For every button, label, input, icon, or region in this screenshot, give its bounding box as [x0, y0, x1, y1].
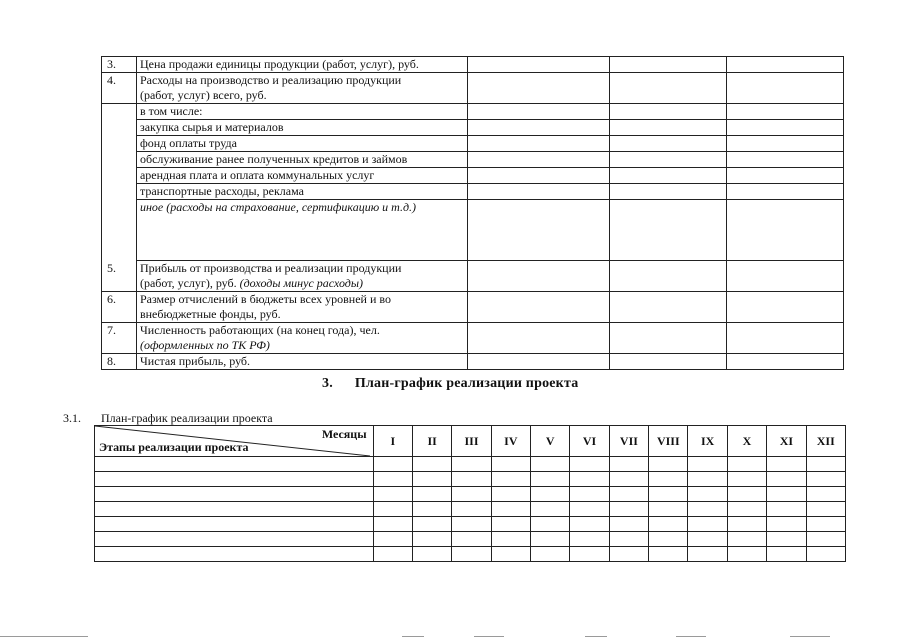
month-cell[interactable] [806, 502, 845, 517]
month-cell[interactable] [373, 472, 412, 487]
table-row [102, 73, 844, 104]
month-cell[interactable] [570, 517, 609, 532]
month-header: XII [806, 426, 845, 457]
row-label-line: Расходы на производство и реализацию продукции [139, 73, 402, 87]
value-cell[interactable] [727, 323, 844, 354]
month-cell[interactable] [531, 532, 570, 547]
value-cell[interactable] [467, 73, 610, 104]
schedule-row [95, 547, 846, 562]
scan-artifact-line [0, 636, 88, 637]
month-cell[interactable] [491, 502, 530, 517]
row-label-line: транспортные расходы, реклама [139, 184, 304, 198]
row-number: 4. [102, 73, 137, 104]
month-cell[interactable] [491, 547, 530, 562]
month-header: X [727, 426, 766, 457]
value-cell[interactable] [467, 168, 610, 184]
value-cell[interactable] [610, 184, 727, 200]
table-row [102, 184, 844, 200]
section-title: План-график реализации проекта [354, 376, 579, 391]
month-cell[interactable] [649, 532, 688, 547]
month-header: II [412, 426, 451, 457]
row-label [136, 168, 467, 184]
value-cell[interactable] [727, 354, 844, 370]
month-cell[interactable] [452, 487, 491, 502]
section-heading [322, 376, 578, 392]
value-cell[interactable] [467, 57, 610, 73]
month-cell[interactable] [373, 457, 412, 472]
month-cell[interactable] [688, 517, 727, 532]
row-label-line: Цена продажи единицы продукции (работ, услуг), руб. [139, 57, 419, 71]
month-cell[interactable] [767, 472, 806, 487]
month-cell[interactable] [609, 547, 648, 562]
month-cell[interactable] [609, 487, 648, 502]
row-number [102, 200, 137, 261]
value-cell[interactable] [727, 292, 844, 323]
scan-artifact-line [402, 636, 424, 637]
month-cell[interactable] [609, 517, 648, 532]
table-row [102, 120, 844, 136]
row-label [136, 104, 467, 120]
row-label-note: (доходы минус расходы) [239, 276, 363, 290]
month-cell[interactable] [688, 502, 727, 517]
month-cell[interactable] [649, 517, 688, 532]
month-cell[interactable] [373, 547, 412, 562]
row-label [136, 152, 467, 168]
row-label-line: обслуживание ранее полученных кредитов и займов [139, 152, 408, 166]
row-number [102, 120, 137, 136]
row-number [102, 136, 137, 152]
month-header: VIII [649, 426, 688, 457]
row-label-line: Прибыль от производства и реализации продукции [139, 261, 402, 275]
month-cell[interactable] [531, 502, 570, 517]
value-cell[interactable] [727, 200, 844, 261]
value-cell[interactable] [610, 354, 727, 370]
month-cell[interactable] [767, 487, 806, 502]
value-cell[interactable] [610, 73, 727, 104]
month-cell[interactable] [570, 502, 609, 517]
month-cell[interactable] [373, 532, 412, 547]
table-row [102, 104, 844, 120]
month-header: III [452, 426, 491, 457]
value-cell[interactable] [467, 184, 610, 200]
month-cell[interactable] [373, 502, 412, 517]
month-cell[interactable] [806, 457, 845, 472]
value-cell[interactable] [467, 200, 610, 261]
value-cell[interactable] [467, 292, 610, 323]
month-cell[interactable] [727, 547, 766, 562]
month-cell[interactable] [412, 517, 451, 532]
months-header-label: Месяцы [321, 427, 367, 441]
stages-header-label: Этапы реализации проекта [99, 440, 249, 454]
row-label [136, 323, 467, 354]
month-cell[interactable] [806, 517, 845, 532]
value-cell[interactable] [610, 292, 727, 323]
month-cell[interactable] [412, 487, 451, 502]
row-label [136, 184, 467, 200]
row-label-line: арендная плата и оплата коммунальных услуг [139, 168, 375, 182]
month-cell[interactable] [491, 457, 530, 472]
month-header: XI [767, 426, 806, 457]
row-label-line: закупка сырья и материалов [139, 120, 284, 134]
month-cell[interactable] [727, 517, 766, 532]
row-number: 3. [102, 57, 137, 73]
month-cell[interactable] [412, 502, 451, 517]
month-cell[interactable] [806, 487, 845, 502]
month-cell[interactable] [452, 502, 491, 517]
row-number [102, 184, 137, 200]
month-cell[interactable] [452, 457, 491, 472]
stage-cell[interactable] [95, 517, 374, 532]
value-cell[interactable] [610, 57, 727, 73]
value-cell[interactable] [727, 104, 844, 120]
value-cell[interactable] [727, 152, 844, 168]
row-number: 6. [102, 292, 137, 323]
scan-artifact-line [790, 636, 830, 637]
month-cell[interactable] [767, 532, 806, 547]
row-number [102, 104, 137, 120]
row-label-line: Размер отчислений в бюджеты всех уровней и во [139, 292, 391, 306]
month-cell[interactable] [570, 487, 609, 502]
month-cell[interactable] [373, 487, 412, 502]
month-cell[interactable] [688, 457, 727, 472]
value-cell[interactable] [610, 104, 727, 120]
value-cell[interactable] [467, 152, 610, 168]
month-cell[interactable] [531, 517, 570, 532]
month-cell[interactable] [649, 487, 688, 502]
month-cell[interactable] [688, 547, 727, 562]
month-cell[interactable] [491, 517, 530, 532]
row-label-line: иное (расходы на страхование, сертификацию и т.д.) [139, 200, 417, 214]
row-label [136, 292, 467, 323]
schedule-row [95, 487, 846, 502]
value-cell[interactable] [467, 354, 610, 370]
row-label-line: Численность работающих (на конец года), чел. [139, 323, 380, 337]
month-cell[interactable] [727, 532, 766, 547]
value-cell[interactable] [610, 136, 727, 152]
row-label-line: (работ, услуг) всего, руб. [139, 88, 267, 102]
schedule-row [95, 532, 846, 547]
month-header: I [373, 426, 412, 457]
value-cell[interactable] [610, 152, 727, 168]
month-cell[interactable] [570, 457, 609, 472]
month-cell[interactable] [412, 472, 451, 487]
value-cell[interactable] [467, 261, 610, 292]
row-label-text: (работ, услуг), руб. [139, 276, 240, 290]
value-cell[interactable] [727, 184, 844, 200]
month-cell[interactable] [767, 457, 806, 472]
month-cell[interactable] [570, 472, 609, 487]
table-row [102, 152, 844, 168]
month-header: V [531, 426, 570, 457]
row-number: 7. [102, 323, 137, 354]
month-cell[interactable] [452, 517, 491, 532]
month-cell[interactable] [806, 532, 845, 547]
scan-artifact-line [585, 636, 607, 637]
table-row [102, 57, 844, 73]
month-cell[interactable] [531, 547, 570, 562]
month-cell[interactable] [412, 532, 451, 547]
month-cell[interactable] [452, 472, 491, 487]
table-row [102, 168, 844, 184]
month-cell[interactable] [491, 532, 530, 547]
month-cell[interactable] [688, 532, 727, 547]
stage-cell[interactable] [95, 472, 374, 487]
month-cell[interactable] [609, 472, 648, 487]
value-cell[interactable] [467, 136, 610, 152]
table-row [102, 200, 844, 261]
row-label [136, 200, 467, 261]
row-label [136, 261, 467, 292]
month-cell[interactable] [452, 532, 491, 547]
month-cell[interactable] [727, 502, 766, 517]
subsection-number: 3.1. [63, 411, 81, 425]
month-cell[interactable] [767, 502, 806, 517]
row-number [102, 152, 137, 168]
month-cell[interactable] [452, 547, 491, 562]
value-cell[interactable] [610, 261, 727, 292]
month-cell[interactable] [412, 457, 451, 472]
month-cell[interactable] [649, 457, 688, 472]
month-cell[interactable] [570, 532, 609, 547]
month-header: IX [688, 426, 727, 457]
row-label-line: фонд оплаты труда [139, 136, 237, 150]
row-number [102, 168, 137, 184]
row-label [136, 73, 467, 104]
month-cell[interactable] [373, 517, 412, 532]
row-label-line [140, 276, 464, 291]
value-cell[interactable] [727, 261, 844, 292]
month-cell[interactable] [491, 487, 530, 502]
row-label [136, 354, 467, 370]
subsection-title: План-график реализации проекта [101, 411, 273, 425]
row-label [136, 136, 467, 152]
schedule-header-row [95, 426, 846, 457]
schedule-row [95, 502, 846, 517]
month-header: VI [570, 426, 609, 457]
schedule-row [95, 517, 846, 532]
schedule-row [95, 457, 846, 472]
stage-cell[interactable] [95, 457, 374, 472]
month-cell[interactable] [649, 502, 688, 517]
month-cell[interactable] [806, 547, 845, 562]
value-cell[interactable] [610, 200, 727, 261]
table-row [102, 354, 844, 370]
month-cell[interactable] [412, 547, 451, 562]
month-cell[interactable] [609, 532, 648, 547]
month-cell[interactable] [649, 472, 688, 487]
financial-indicators-table [101, 56, 844, 370]
value-cell[interactable] [467, 120, 610, 136]
month-cell[interactable] [491, 472, 530, 487]
schedule-corner-header [95, 426, 374, 457]
value-cell[interactable] [727, 136, 844, 152]
month-header: IV [491, 426, 530, 457]
value-cell[interactable] [610, 323, 727, 354]
row-label-line: внебюджетные фонды, руб. [139, 307, 281, 321]
month-cell[interactable] [531, 472, 570, 487]
value-cell[interactable] [467, 323, 610, 354]
value-cell[interactable] [610, 168, 727, 184]
scan-artifact-line [676, 636, 706, 637]
row-number: 8. [102, 354, 137, 370]
row-label-line: Чистая прибыль, руб. [139, 354, 251, 368]
project-schedule-table [94, 425, 846, 562]
month-cell[interactable] [806, 472, 845, 487]
scan-artifact-line [474, 636, 504, 637]
value-cell[interactable] [727, 73, 844, 104]
table-row [102, 292, 844, 323]
row-label-note: (оформленных по ТК РФ) [139, 338, 270, 352]
table-row [102, 136, 844, 152]
month-cell[interactable] [609, 457, 648, 472]
row-label-line: в том числе: [139, 104, 203, 118]
stage-cell[interactable] [95, 532, 374, 547]
row-number: 5. [102, 261, 137, 292]
stage-cell[interactable] [95, 547, 374, 562]
month-cell[interactable] [767, 547, 806, 562]
month-cell[interactable] [609, 502, 648, 517]
table-row [102, 323, 844, 354]
month-cell[interactable] [531, 487, 570, 502]
value-cell[interactable] [727, 57, 844, 73]
value-cell[interactable] [610, 120, 727, 136]
stage-cell[interactable] [95, 502, 374, 517]
value-cell[interactable] [467, 104, 610, 120]
schedule-row [95, 472, 846, 487]
month-cell[interactable] [688, 472, 727, 487]
table-row [102, 261, 844, 292]
month-cell[interactable] [727, 457, 766, 472]
value-cell[interactable] [727, 120, 844, 136]
stage-cell[interactable] [95, 487, 374, 502]
month-cell[interactable] [531, 457, 570, 472]
month-header: VII [609, 426, 648, 457]
value-cell[interactable] [727, 168, 844, 184]
month-cell[interactable] [649, 547, 688, 562]
month-cell[interactable] [767, 517, 806, 532]
month-cell[interactable] [688, 487, 727, 502]
month-cell[interactable] [570, 547, 609, 562]
month-cell[interactable] [727, 487, 766, 502]
row-label [136, 57, 467, 73]
section-number: 3. [322, 376, 333, 391]
month-cell[interactable] [727, 472, 766, 487]
row-label [136, 120, 467, 136]
